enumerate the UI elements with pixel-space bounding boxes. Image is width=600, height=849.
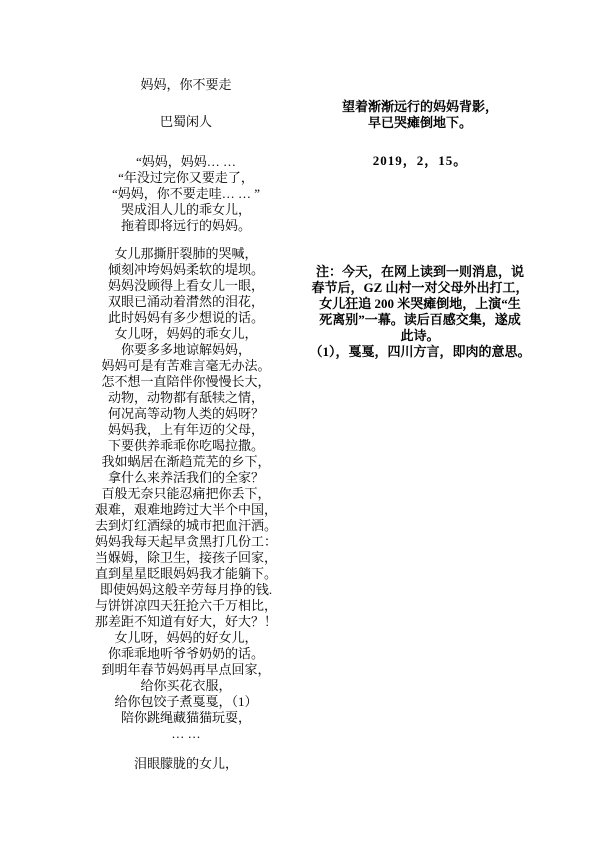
note-line: 春节后，GZ 山村一对父母外出打工，: [311, 280, 529, 295]
poem-line: 双眼已涌动着潸然的泪花，: [107, 294, 264, 309]
poem-line: 我如蜗居在渐趋荒芜的乡下，: [101, 454, 271, 469]
poem-line: 百般无奈只能忍痛把你丢下，: [101, 486, 271, 501]
author-note: [295, 264, 545, 360]
poem-line: 此时妈妈有多少想说的话。: [107, 310, 264, 325]
poem-line: 即使妈妈这般辛劳每月挣的钱.: [99, 582, 273, 597]
poem-line: “妈妈，你不要走哇… … ”: [111, 186, 261, 201]
poem-line: 你要多多地谅解妈妈，: [120, 342, 251, 357]
note-line: （1），戛戛，四川方言，即肉的意思。: [309, 344, 531, 359]
poem-line: 妈妈可是有苦难言毫无办法。: [101, 358, 271, 373]
poem-line: 女儿呀，妈妈的好女儿，: [114, 630, 258, 645]
note-line: 女儿狂追 200 米哭瘫倒地，上演“生: [319, 296, 521, 311]
poem-line: 妈妈没顾得上看女儿一眼，: [107, 278, 264, 293]
poem-right-column: [295, 99, 545, 360]
poem-line: 陪你跳绳藏猫猫玩耍，: [120, 710, 251, 725]
poem-line: 你乖乖地听爷爷奶奶的话。: [107, 646, 264, 661]
poem-line: 给你包饺子煮戛戛，（1）: [114, 694, 258, 709]
poem-line: 那差距不知道有好大，好大？！: [94, 614, 277, 629]
poem-line: 直到星星眨眼妈妈我才能躺下。: [94, 566, 277, 581]
poem-line: 与饼饼凉四天狂抢六千万相比，: [94, 598, 277, 613]
poem-line: 艰难，艰难地跨过大半个中国，: [94, 502, 277, 517]
poem-line: 妈妈我，上有年迈的父母，: [107, 422, 264, 437]
poem-closing-line: 泪眼朦胧的女儿，: [133, 756, 238, 771]
poem-line: 望着渐渐远行的妈妈背影，: [341, 99, 498, 114]
poem-title: 妈妈，你不要走: [140, 77, 232, 92]
poem-line: 给你买花衣服，: [140, 678, 232, 693]
poem-line: 到明年春节妈妈再早点回家，: [101, 662, 271, 677]
poem-line: 女儿那撕肝裂肺的哭喊，: [114, 246, 258, 261]
poem-line: 拿什么来养活我们的全家？: [107, 470, 264, 485]
poem-line: … …: [171, 726, 201, 741]
poem-line: 何况高等动物人类的妈呀？: [107, 406, 264, 421]
note-line: 此诗。: [400, 328, 440, 343]
note-line: 死离别”一幕。读后百感交集，遂成: [319, 312, 521, 327]
poem-line: 下要供养乖乖你吃喝拉撒。: [107, 438, 264, 453]
poem-line: 倾刻冲垮妈妈柔软的堤坝。: [107, 262, 264, 277]
poem-line: “妈妈，妈妈… …: [135, 154, 237, 169]
poem-ending-lines: [295, 99, 545, 131]
poem-author: 巴蜀闲人: [159, 114, 212, 129]
poem-line: 动物，动物都有舐犊之情，: [107, 390, 264, 405]
poem-date: 2019，2，15。: [372, 153, 468, 168]
poem-line: 拖着即将远行的妈妈。: [120, 218, 251, 233]
poem-line: 哭成泪人儿的乖女儿，: [120, 202, 251, 217]
note-line: 注：今天，在网上读到一则消息，说: [315, 264, 524, 279]
poem-line: 当媬姆，除卫生，接孩子回家，: [94, 550, 277, 565]
poem-line: 妈妈我每天起早贪黑打几份工：: [94, 534, 277, 549]
poem-line: 女儿呀，妈妈的乖女儿，: [114, 326, 258, 341]
poem-stanza-1: [56, 154, 316, 234]
poem-line: 早已哭瘫倒地下。: [367, 115, 472, 130]
poem-line: 怎不想一直陪伴你慢慢长大，: [101, 374, 271, 389]
poem-left-column: [56, 77, 316, 772]
poem-stanza-2: [56, 246, 316, 742]
poem-line: 去到灯红酒绿的城市把血汗洒。: [94, 518, 277, 533]
poem-line: “年没过完你又要走了，: [118, 170, 254, 185]
